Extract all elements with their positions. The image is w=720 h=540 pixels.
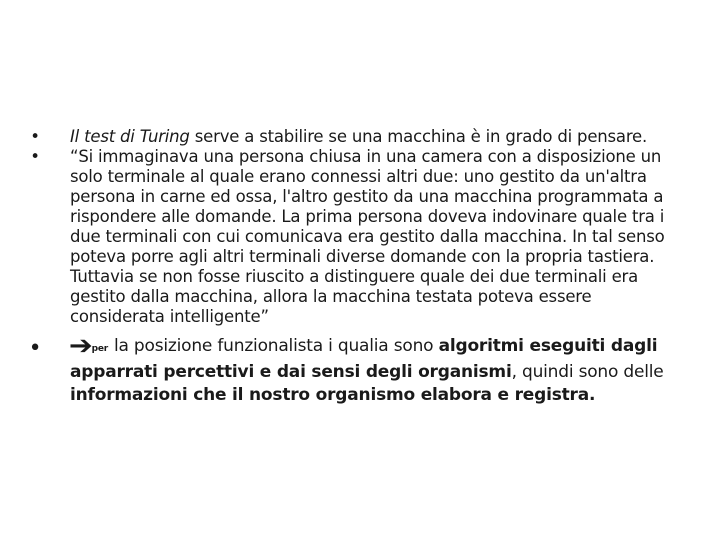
bullet-dot-icon: • [28,336,42,361]
quote-text: “Si immaginava una persona chiusa in una camera con a disposizione un solo terminale al quale erano connessi altri due: uno gestito da un'altra persona in carne ed ossa, l'altro gestito da una macchina programmata a rispondere alle domande. La prima persona doveva indovinare quale tra i due terminali con cui comunicava era gestito dalla macchina. In tal senso poteva porre agli altri terminali diverse domande con la propria tastiera. Tuttavia se non fosse riuscito a distinguere quale dei due terminali era gestito dalla macchina, allora la macchina testata poteva essere considerata intelligente” [70,147,665,326]
bullet-list [28,127,688,407]
bullet-text: , quindi sono delle [511,362,664,382]
bullet-text: la posizione funzionalista i qualia sono [113,336,439,356]
per-label: per [91,344,108,354]
right-arrow-icon: ➔ [68,331,93,361]
bold-phrase-information: informazioni che il nostro organismo elabora e registra. [70,385,596,405]
bullet-turing-quote [28,147,688,327]
bullet-dot-icon: • [30,147,40,166]
bullet-functionalism [28,331,688,407]
turing-test-term: Il test di Turing [70,127,190,146]
bullet-dot-icon: • [30,127,40,146]
bullet-turing-test [28,127,688,147]
bold-phrase-algorithms: algoritmi eseguiti dagli apparrati percettivi e dai sensi degli organismi [70,336,658,382]
bullet-text: serve a stabilire se una macchina è in grado di pensare. [189,127,648,146]
